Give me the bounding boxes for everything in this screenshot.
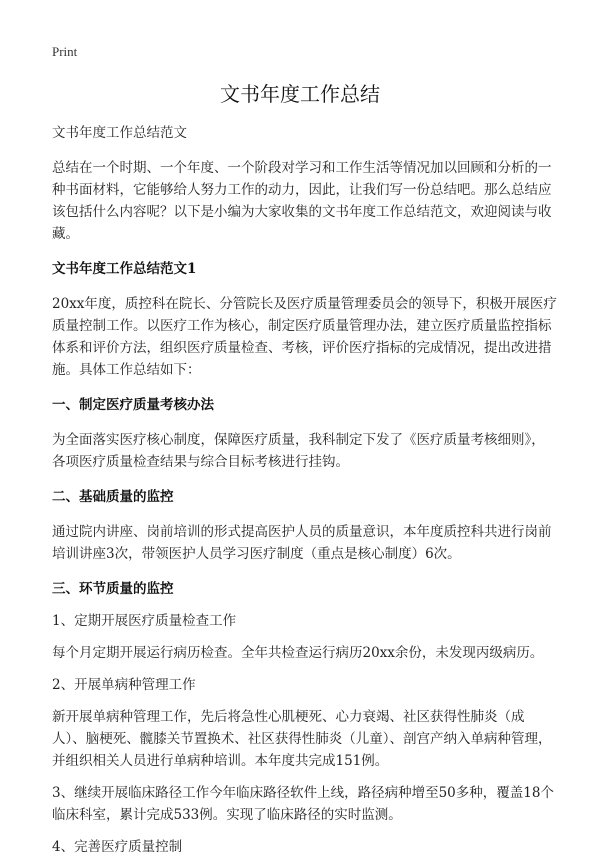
subtitle: 文书年度工作总结范文	[52, 125, 187, 141]
item-paragraph: 3、继续开展临床路径工作今年临床路径软件上线，路径病种增至50多种，覆盖18个临床科室，累计完成533例。实现了临床路径的实时监测。	[52, 785, 554, 823]
item-paragraph: 新开展单病种管理工作，先后将急性心肌梗死、心力衰竭、社区获得性肺炎（成人）、脑梗死、髋膝关节置换术、社区获得性肺炎（儿童）、剖宫产纳入单病种管理，并组织相关人员进行单病种培训。本年度共完成151例。	[52, 709, 552, 769]
document-body	[52, 122, 557, 858]
item-title: 2、开展单病种管理工作	[52, 677, 196, 693]
document-title: 文书年度工作总结	[220, 82, 380, 106]
section-paragraph: 通过院内讲座、岗前培训的形式提高医护人员的质量意识，本年度质控科共进行岗前培训讲座3次，带领医护人员学习医疗制度（重点是核心制度）6次。	[52, 524, 552, 562]
section-paragraph: 为全面落实医疗核心制度，保障医疗质量，我科制定下发了《医疗质量考核细则》，各项医疗质量检查结果与综合目标考核进行挂钩。	[52, 432, 545, 470]
sample-intro-paragraph: 20xx年度，质控科在院长、分管院长及医疗质量管理委员会的领导下，积极开展医疗质量控制工作。以医疗工作为核心，制定医疗质量管理办法，建立医疗质量监控指标体系和评价方法，组织医疗质量检查、考核，评价医疗指标的完成情况，提出改进措施。具体工作总结如下：	[52, 296, 557, 378]
section-heading: 一、制定医疗质量考核办法	[52, 397, 214, 413]
item-title: 1、定期开展医疗质量检查工作	[52, 613, 237, 629]
sample-heading: 文书年度工作总结范文1	[52, 261, 197, 277]
section-heading: 三、环节质量的监控	[52, 581, 174, 597]
item-paragraph: 每个月定期开展运行病历检查。全年共检查运行病历20xx余份，未发现丙级病历。	[52, 645, 544, 661]
print-link[interactable]: Print	[52, 44, 78, 59]
item-title: 4、完善医疗质量控制	[52, 839, 183, 855]
intro-paragraph: 总结在一个时期、一个年度、一个阶段对学习和工作生活等情况加以回顾和分析的一种书面材料，它能够给人努力工作的动力，因此，让我们写一份总结吧。那么总结应该包括什么内容呢？以下是小编为大家收集的文书年度工作总结范文，欢迎阅读与收藏。	[52, 160, 552, 242]
section-heading: 二、基础质量的监控	[52, 489, 174, 505]
